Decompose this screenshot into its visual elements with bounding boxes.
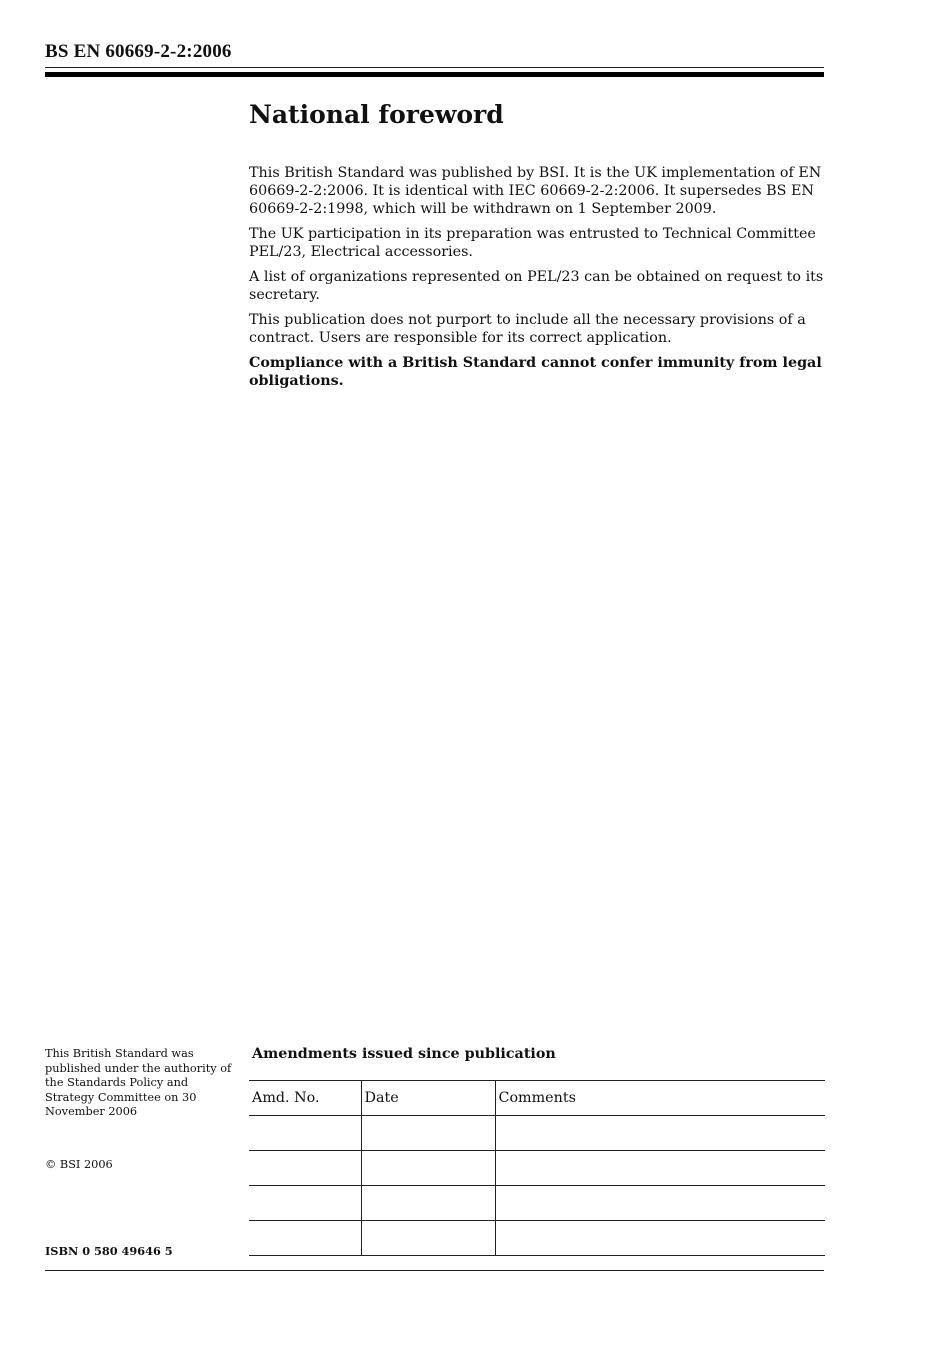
column-header-comments: Comments	[495, 1081, 825, 1116]
publication-note: This British Standard was published under the authority of the Standards Policy and Strategy Committee on 30 November 2006	[45, 1047, 232, 1119]
table-cell	[249, 1221, 361, 1256]
table-cell	[361, 1151, 495, 1186]
table-cell	[495, 1151, 825, 1186]
table-row	[249, 1116, 825, 1151]
compliance-statement: Compliance with a British Standard cannot confer immunity from legal obligations.	[249, 355, 822, 389]
table-row	[249, 1186, 825, 1221]
isbn: ISBN 0 580 49646 5	[45, 1244, 173, 1258]
table-cell	[361, 1221, 495, 1256]
amendments-table	[249, 1080, 825, 1256]
column-header-amd-no: Amd. No.	[249, 1081, 361, 1116]
footer-rule	[45, 1270, 824, 1271]
foreword-paragraph: The UK participation in its preparation was entrusted to Technical Committee PEL/23, Electrical accessories.	[249, 226, 816, 260]
table-header-row	[249, 1081, 825, 1116]
header-rule-thick	[45, 72, 824, 77]
table-row	[249, 1221, 825, 1256]
header-rule-thin	[45, 67, 824, 68]
table-cell	[249, 1116, 361, 1151]
table-cell	[361, 1186, 495, 1221]
column-header-date: Date	[361, 1081, 495, 1116]
table-cell	[249, 1151, 361, 1186]
foreword-paragraph: This British Standard was published by BSI. It is the UK implementation of EN 60669-2-2:2006. It is identical with IEC 60669-2-2:2006. It supersedes BS EN 60669-2-2:1998, which will be withdrawn on 1 September 2009.	[249, 165, 822, 217]
foreword-body	[249, 164, 829, 397]
table-cell	[361, 1116, 495, 1151]
page-title: National foreword	[249, 100, 504, 129]
table-cell	[495, 1221, 825, 1256]
foreword-paragraph: A list of organizations represented on PEL/23 can be obtained on request to its secretary.	[249, 269, 824, 303]
table-cell	[249, 1186, 361, 1221]
foreword-paragraph: This publication does not purport to include all the necessary provisions of a contract. Users are responsible for its correct application.	[249, 312, 806, 346]
document-code: BS EN 60669-2-2:2006	[45, 41, 232, 62]
table-cell	[495, 1186, 825, 1221]
copyright-notice: © BSI 2006	[45, 1158, 113, 1171]
amendments-title: Amendments issued since publication	[252, 1046, 556, 1062]
table-row	[249, 1151, 825, 1186]
table-cell	[495, 1116, 825, 1151]
